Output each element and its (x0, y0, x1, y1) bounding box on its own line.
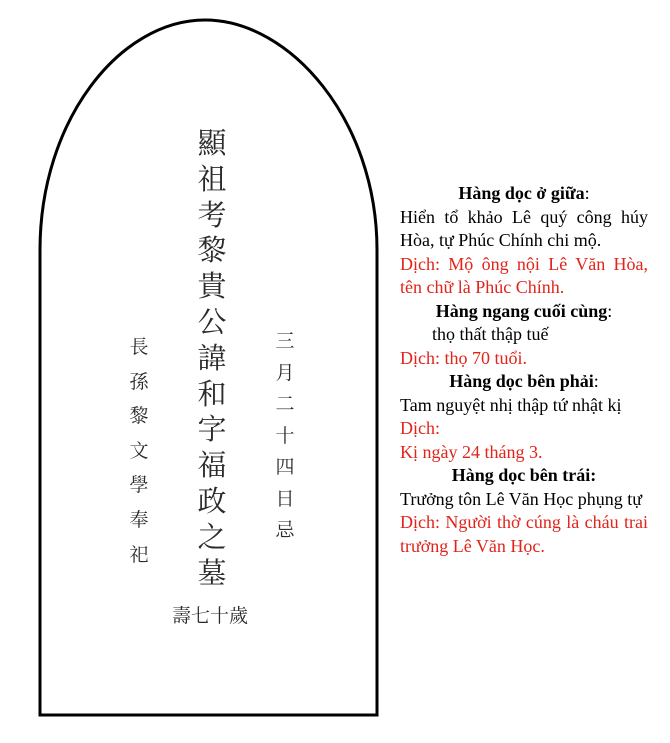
left-char: 黎 (129, 405, 149, 428)
stele-main-column (186, 126, 238, 591)
bottom-heading-text: Hàng ngang cuối cùng (435, 300, 608, 321)
main-char: 貴 (197, 269, 227, 304)
main-char: 和 (197, 376, 227, 411)
right-char: 日 (275, 487, 295, 510)
stele-bottom-line: 壽七十歲 (171, 605, 248, 627)
translation-notes (400, 182, 648, 558)
bottom-line-translation: Dịch: thọ 70 tuổi. (400, 347, 527, 368)
left-column-reading: Trưởng tôn Lê Văn Học phụng tự (400, 488, 643, 509)
right-char: 十 (275, 424, 295, 447)
main-heading-text: Hàng dọc ở giữa (458, 183, 585, 203)
main-char: 墓 (197, 555, 227, 590)
bottom-line-heading (400, 300, 648, 324)
heading-colon: : (584, 183, 590, 203)
main-char: 福 (197, 448, 227, 483)
bottom-line-reading: thọ thất thập tuế (432, 324, 549, 344)
main-char: 政 (197, 483, 227, 518)
main-column-reading: Hiển tổ khảo Lê quý công húy Hòa, tự Phúc Chính chi mộ. (400, 206, 648, 250)
heading-colon: : (593, 371, 599, 391)
main-column-heading (400, 182, 648, 206)
left-column-translation: Dịch: Người thờ cúng là cháu trai trưởng Lê Văn Học. (400, 512, 648, 556)
right-char: 月 (275, 361, 295, 384)
left-char: 學 (129, 474, 149, 497)
right-char: 忌 (275, 519, 295, 541)
heading-colon: : (607, 300, 613, 321)
main-char: 顯 (197, 126, 227, 160)
main-char: 黎 (197, 233, 227, 268)
main-char: 考 (197, 197, 227, 232)
stele-right-column (270, 326, 300, 547)
right-column-heading (400, 370, 648, 394)
right-column-translation-label: Dịch: (400, 418, 440, 438)
right-heading-text: Hàng dọc bên phải (449, 371, 594, 391)
main-char: 諱 (197, 340, 227, 375)
main-char: 字 (197, 412, 227, 447)
main-char: 之 (197, 519, 227, 554)
right-char: 四 (275, 456, 295, 478)
left-char: 孫 (129, 370, 149, 393)
right-column-translation: Kị ngày 24 tháng 3. (400, 441, 543, 462)
main-char: 公 (197, 304, 227, 339)
left-char: 奉 (129, 508, 149, 531)
stele-left-column (124, 330, 154, 572)
left-char: 文 (129, 439, 149, 462)
right-column-reading: Tam nguyệt nhị thập tứ nhật kị (400, 394, 622, 415)
left-column-heading: Hàng dọc bên trái: (451, 465, 597, 485)
right-char: 二 (275, 393, 295, 415)
right-char: 三 (275, 330, 295, 352)
left-char: 祀 (129, 543, 149, 566)
left-char: 長 (129, 336, 149, 358)
main-char: 祖 (197, 161, 227, 196)
main-column-translation: Dịch: Mộ ông nội Lê Văn Hòa, tên chữ là Phúc Chính. (400, 253, 648, 297)
